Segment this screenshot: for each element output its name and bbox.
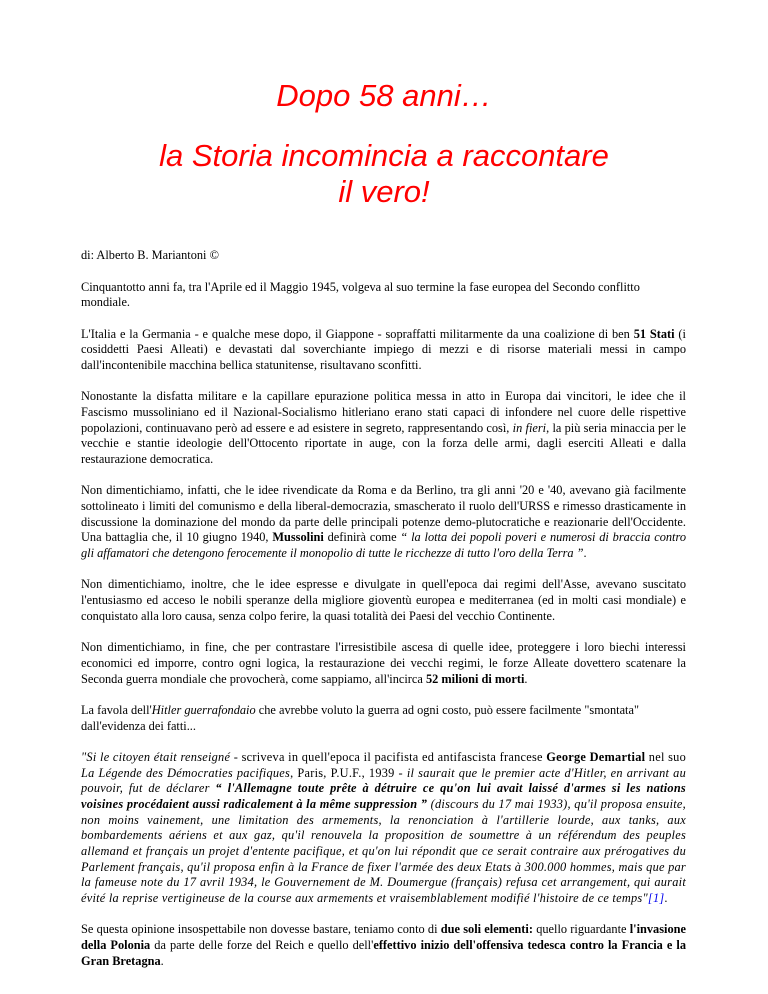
p9-text-g: . [160,953,164,968]
p8-bold-quote: “ l'Allemagne toute prête à détruire ce qu'on lui avait laissé d'armes si les nations voisines procédaient aussi radicalement à la même suppression ” [81,781,686,811]
p8-text-j: . [664,891,668,906]
p4-text-c: definirà come [323,530,401,545]
p6-text-a: Non dimentichiamo, in fine, che per contrastare l'irresistibile ascesa di quelle idee, proteggere i loro biechi interessi economici ed imporre, contro ogni logica, la restaurazione dei vecchi regimi, le forze Alleate dovettero scatenare la Seconda guerra mondiale che provocherà, come sappiamo, all'incirca [81,640,686,686]
p9-bold-f: effettivo inizio dell'offensiva tedesca contro la Francia e la Gran Bretagna [81,938,686,968]
p8-italic-g: il saurait que le premier acte d'Hitler, en arrivant au pouvoir, fut de déclarer [81,765,686,796]
p8-text-f: , Paris, P.U.F., 1939 - [290,765,407,780]
title-line-3: il vero! [338,174,430,209]
paragraph-1: Cinquantotto anni fa, tra l'Aprile ed il Maggio 1945, volgeva al suo termine la fase europea del Secondo conflitto mondiale. [81,279,640,310]
p8-text-b: - scriveva in quell'epoca il pacifista ed antifascista francese [230,749,547,764]
p2-bold: 51 Stati [633,326,675,341]
p9-text-e: da parte delle forze del Reich e quello dell' [150,938,374,953]
p8-text-d: nel suo [645,749,687,764]
paragraph-5: Non dimentichiamo, inoltre, che le idee espresse e divulgate in quell'epoca dai regimi dell'Asse, avevano suscitato l'entusiasmo ed acceso le nobili speranze della migliore gioventù europea e mediterranea (ed in molti casi mondiale) e conquistato alla loro causa, senza colpo ferire, la quasi totalità dei Paesi del vecchio Continente. [81,577,686,623]
title-line-2: la Storia incomincia a raccontare [159,138,609,173]
p3-text-c: , la più seria minaccia per le vecchie e stantie ideologie dell'Ottocento riportate in auge, con la forza delle armi, dagli eserciti Alleati e dalla restaurazione democratica. [81,420,686,467]
p4-text-e: . [583,546,587,561]
p7-italic: Hitler guerrafondaio [151,702,256,717]
paragraph-8-quote [81,750,686,907]
p9-bold-b: due soli elementi: [440,922,533,937]
p4-text-a: Non dimentichiamo, infatti, che le idee rivendicate da Roma e da Berlino, tra gli anni '20 e '40, avevano già facilmente sottolineato i limiti del comunismo e della liberal-democrazia, smascherato il ruolo dell'URSS e rimesso drasticamente in discussione la dominazione del mondo da parte delle principali potenze demo-plutocratiche e reazionarie dell'Occidente. Una battaglia che, il 10 giugno 1940, [81,483,686,545]
paragraph-2 [81,327,686,374]
paragraph-7 [81,703,686,734]
p4-quote: “ la lotta dei popoli poveri e numerosi di braccia contro gli affamatori che detengono ferocemente il monopolio di tutte le ricchezze di tutto l'oro della Terra ” [81,530,686,561]
p7-text-a: La favola dell' [81,702,152,717]
p2-text-c: (i cosiddetti Paesi Alleati) e devastati dal soverchiante impiego di mezzi e di risorse materiali messi in campo dall'incontenibile macchina bellica statunitense, risultavano sconfitti. [81,326,686,372]
p3-italic: in fieri [512,420,547,435]
p8-author: George Demartial [546,749,646,764]
p7-text-c: che avrebbe voluto la guerra ad ogni costo, può essere facilmente "smontata" dall'evidenza dei fatti... [81,702,640,733]
p8-italic-a: "Si le citoyen était renseigné [81,749,231,764]
paragraph-9 [81,922,686,969]
p6-bold: 52 milioni di morti [425,671,525,686]
p8-book-title: La Légende des Démocraties pacifiques [81,765,291,780]
paragraph-3 [81,389,686,468]
p6-text-c: . [524,671,528,686]
paragraph-4 [81,483,686,562]
byline: di: Alberto B. Mariantoni © [81,248,219,262]
title-block [0,78,768,210]
footnote-link[interactable]: [1] [647,891,665,906]
p4-bold: Mussolini [272,530,324,545]
p3-text-a: Nonostante la disfatta militare e la capillare epurazione politica messa in atto in Europa dai vincitori, le idee che il Fascismo mussoliniano ed il Nazional-Socialismo hitleriano erano stati capaci di infondere nel cuore delle rispettive popolazioni, continuavano però ad essere e ad esistere in segreto, rappresentando così, [81,389,686,435]
p2-text-a: L'Italia e la Germania - e qualche mese dopo, il Giappone - sopraffatti militarmente da una coalizione di ben [81,326,634,341]
p9-text-a: Se questa opinione insospettabile non dovesse bastare, teniamo conto di [81,922,441,937]
paragraph-6 [81,640,686,687]
p9-bold-d: l'invasione della Polonia [81,922,686,953]
p8-italic-i: (discours du 17 mai 1933), qu'il proposa ensuite, non moins vainement, une limitation des armements, la renonciation à l'artillerie lourde, aux tanks, aux bombardements aériens et aux gaz, qu'il renouvela la proposition de soumettre à un référendum des peuples allemand et français un projet d'entente pacifique, et qu'on lui répondit que ce serait contraire aux prérogatives du Parlement français, qu'il proposa enfin à la France de fixer l'armée des deux Etats à 300.000 hommes, mais que par la fameuse note du 17 avril 1934, le Gouvernement de M. Doumergue (français) refusa cet arrangement, qui aurait évité la reprise vertigineuse de la course aux armements et vraisemblablement modifié l'histoire de ce temps" [81,796,686,906]
title-line-1: Dopo 58 anni… [276,78,492,113]
p9-text-c: quello riguardante [532,922,630,937]
article-body [81,248,686,985]
